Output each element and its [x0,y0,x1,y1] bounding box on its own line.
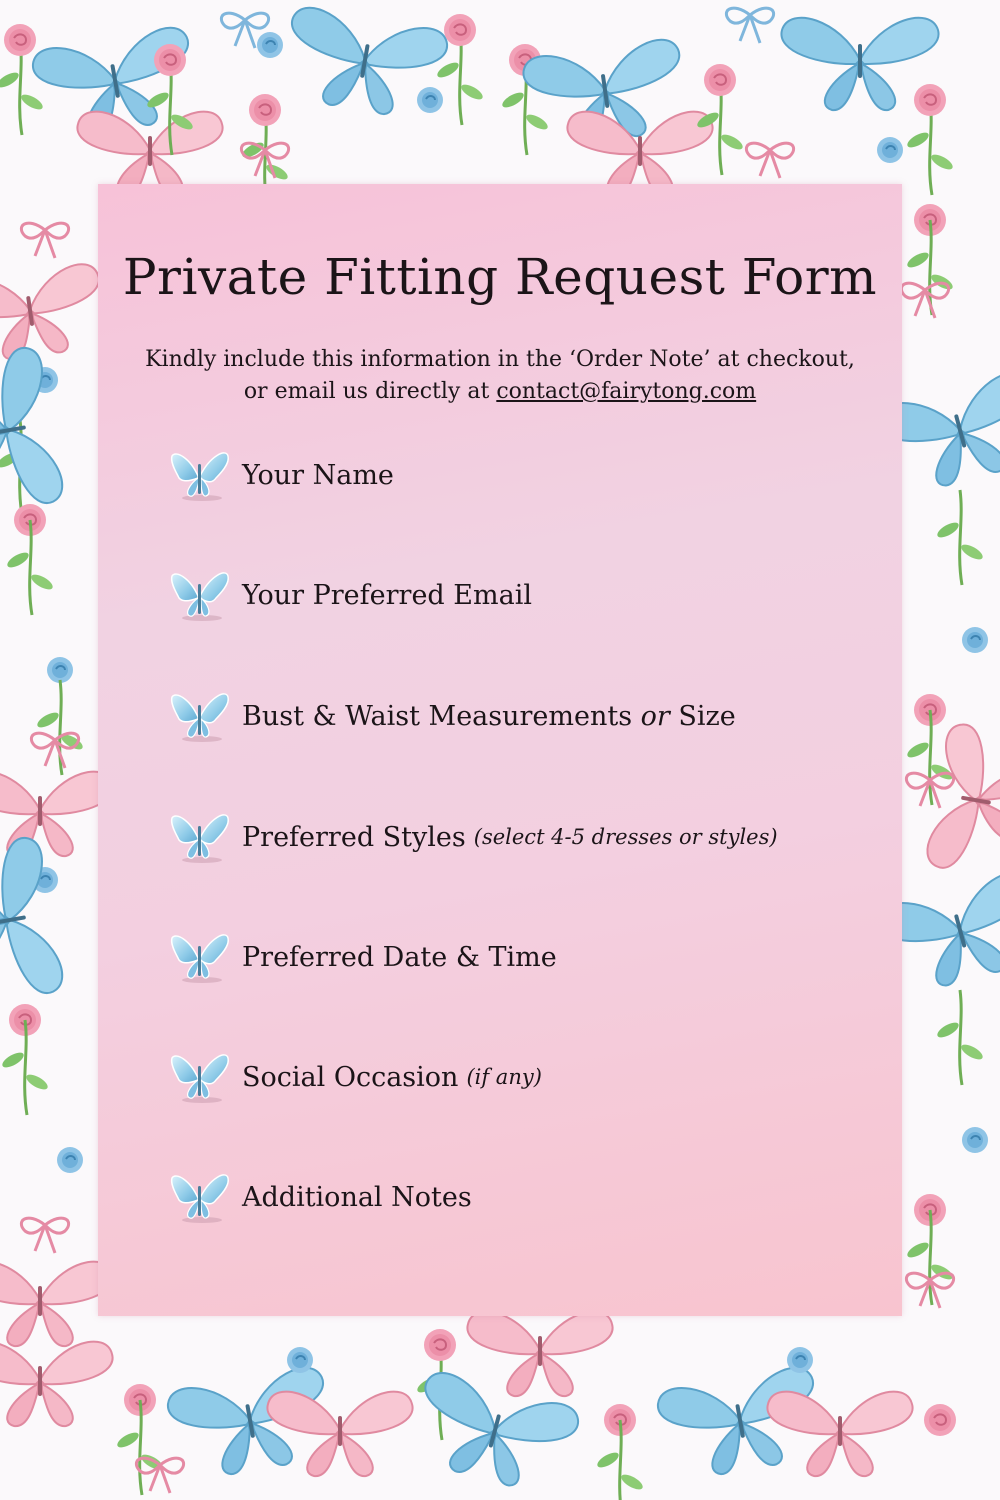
field-measurements [168,687,736,745]
field-additional-notes [168,1168,472,1226]
butterfly-icon [168,566,232,624]
butterfly-icon [168,446,232,504]
butterfly-icon [168,1048,232,1106]
page-title: Private Fitting Request Form [122,248,878,306]
intro-message: Kindly include this information in the ‘Order Note’ at checkout, or email us directly at [145,347,855,404]
field-date-time [168,928,557,986]
field-note: (if any) [466,1065,542,1089]
field-label: Preferred Styles [242,821,466,853]
field-note: (select 4-5 dresses or styles) [473,825,778,849]
butterfly-icon [168,808,232,866]
field-social-occasion [168,1048,542,1106]
field-label: Your Name [242,459,394,491]
field-label: Bust & Waist Measurements or Size [242,700,736,732]
field-preferred-email [168,566,532,624]
field-label: Preferred Date & Time [242,941,557,973]
butterfly-icon [168,928,232,986]
field-label: Social Occasion [242,1061,459,1093]
field-your-name [168,446,394,504]
contact-email-link[interactable]: contact@fairytong.com [496,379,757,404]
field-label: Additional Notes [242,1181,472,1213]
intro-text [138,344,862,408]
butterfly-icon [168,1168,232,1226]
form-card [98,184,902,1316]
butterfly-icon [168,687,232,745]
field-preferred-styles [168,808,778,866]
field-label: Your Preferred Email [242,579,532,611]
